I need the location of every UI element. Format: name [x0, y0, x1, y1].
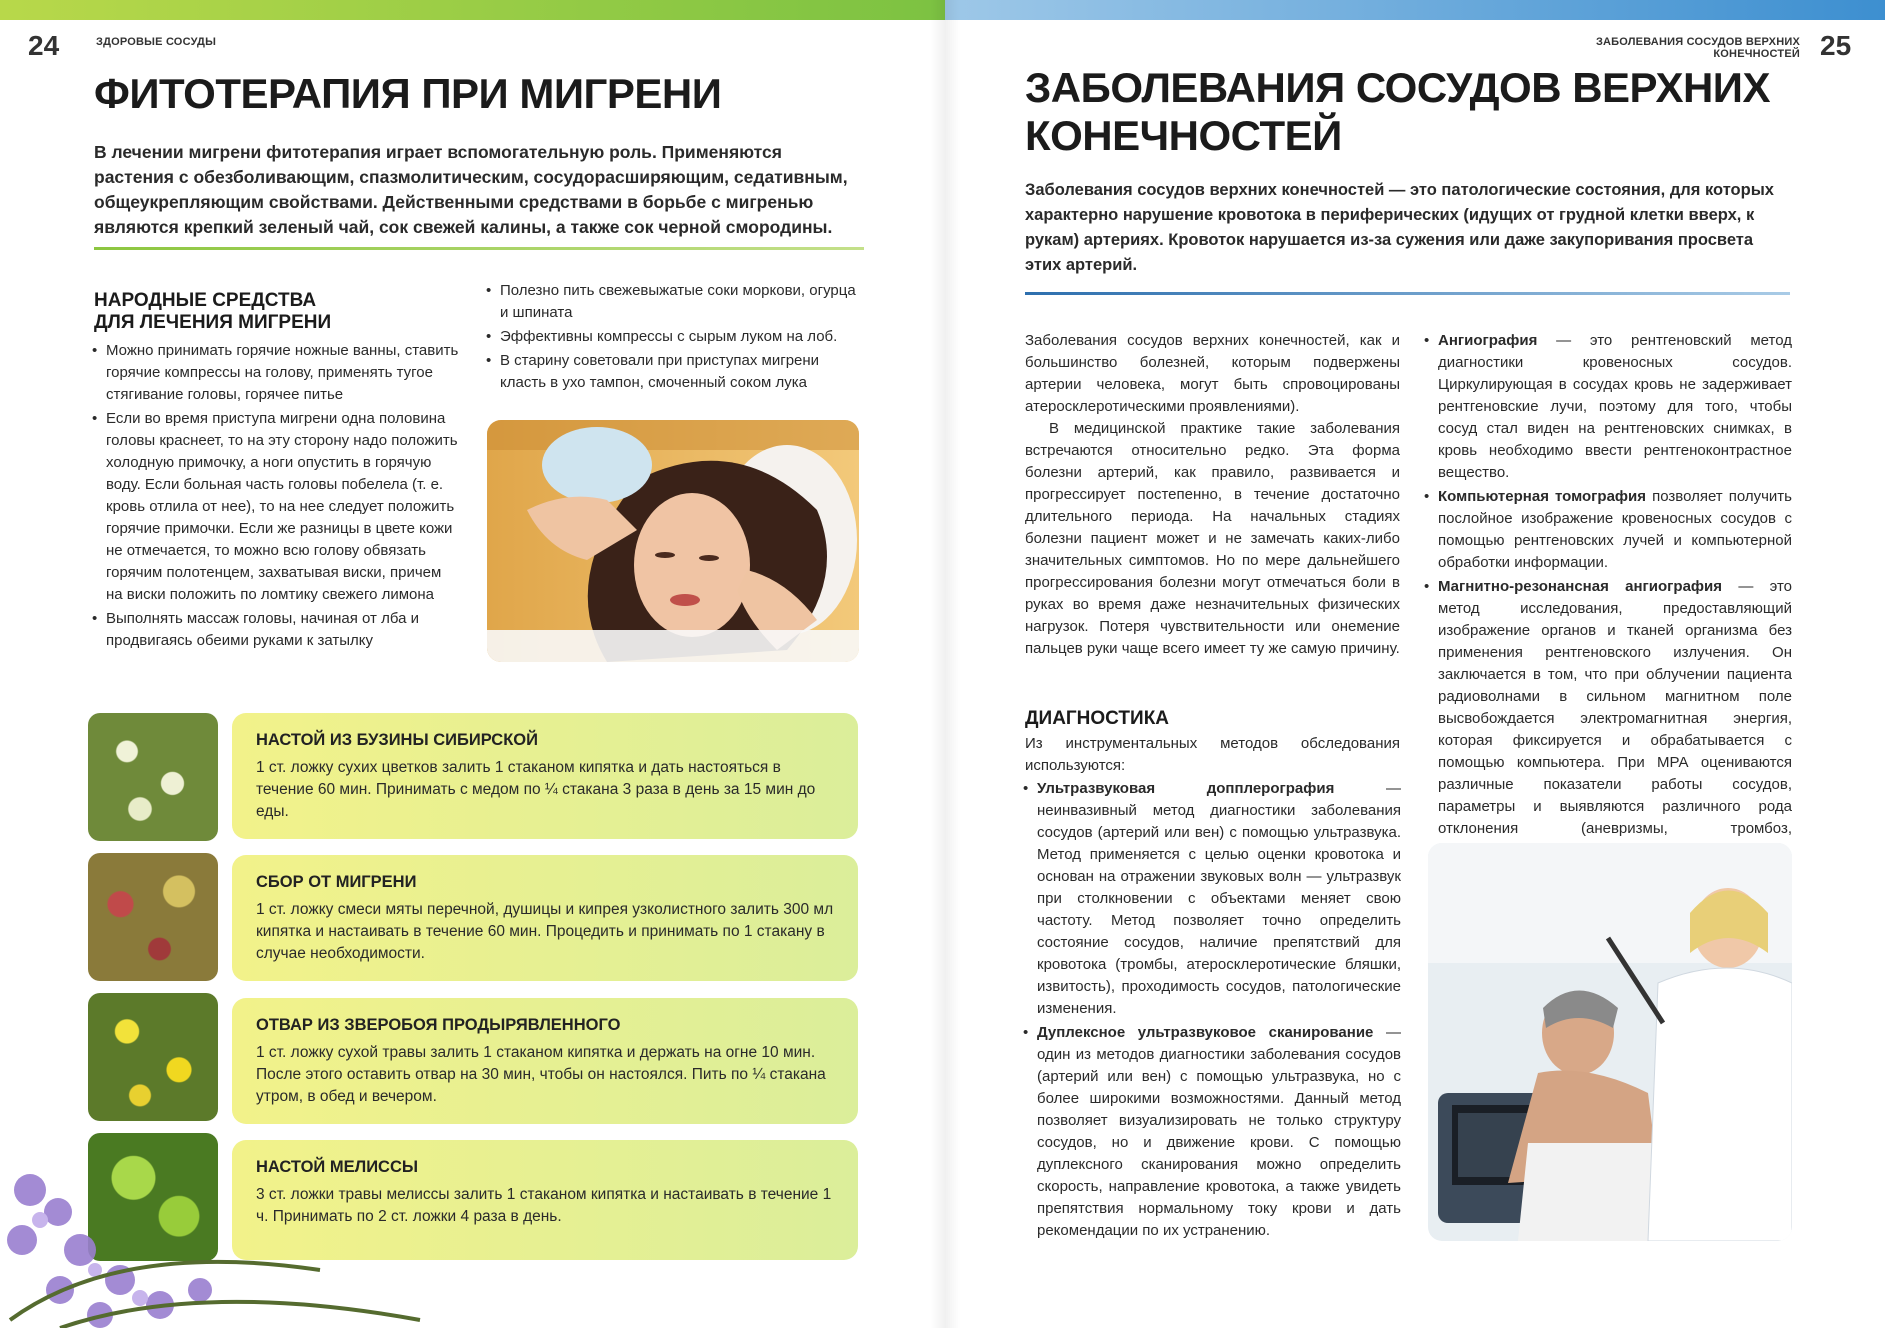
- list-item: • В старину советовали при приступах мигрени класть в ухо тампон, смоченный соком лука: [484, 350, 864, 394]
- recipe-title: НАСТОЙ МЕЛИССЫ: [256, 1158, 419, 1176]
- running-head-right: ЗАБОЛЕВАНИЯ СОСУДОВ ВЕРХНИХ КОНЕЧНОСТЕЙ: [1595, 36, 1800, 60]
- section-heading-diagnostics: ДИАГНОСТИКА: [1025, 708, 1170, 729]
- right-color-bar: [945, 0, 1885, 20]
- list-item: • Если во время приступа мигрени одна половина головы краснеет, то на эту сторону надо положить холодную примочку, а ноги опустить в горячую воду. Если больная часть головы побелела (т. е. кровь отлила от нее), то на нее следует положить горячие примочки. Если же разницы в цвете кожи не отмечается, то можно всю голову обвязать горячим полотенцем, захватывая виски, причем на виски положить по ломтику свежего лимона: [90, 408, 460, 606]
- book-gutter: [930, 0, 960, 1328]
- lilac-flowers-decoration: [0, 1120, 440, 1328]
- ultrasound-exam-photo: [1428, 843, 1792, 1241]
- lead-paragraph-right: Заболевания сосудов верхних конечностей — это патологические состояния, для которых характерно нарушение кровотока в периферических (идущих от грудной клетки вверх, к рукам) артериях. Кровоток нарушается из-за сужения или даже закупоривания просвета этих артерий.: [1025, 181, 1774, 274]
- list-item: • Можно принимать горячие ножные ванны, ставить горячие компрессы на голову, применять тугое стягивание головы, горячее питье: [90, 340, 460, 406]
- migraine-woman-photo: [487, 420, 859, 662]
- recipe-title: ОТВАР ИЗ ЗВЕРОБОЯ ПРОДЫРЯВЛЕННОГО: [256, 1016, 621, 1034]
- list-item: • Дуплексное ультразвуковое сканирование — один из методов диагностики заболевания сосудов (артерий или вен) с помощью ультразвука, но с более широкими возможностями. Данный метод позволяет визуализировать не только структуру сосудов, но и движение крови. С помощью дуплексного сканирования можно определить скорость, направление кровотока, а также увидеть препятствия нормальному току крови и дать рекомендации по их устранению.: [1021, 1022, 1401, 1242]
- recipe-text: 1 ст. ложку сухих цветков залить 1 стаканом кипятка и дать настояться в течение 60 мин. Принимать с медом по ¼ стакана 3 раза в день за 15 мин до еды.: [256, 759, 816, 820]
- body-paragraph: В медицинской практике такие заболевания встречаются относительно редко. Эта форма болезни артерий, как правило, развивается и прогрессирует постепенно, в течение достаточно длительного периода. На начальных стадиях болезни пациент может и не замечать каких-либо значительных симптомов. Но по мере дальнейшего прогрессирования болезни могут отмечаться боли в руках во время даже незначительных физических нагрузок. Потеря чувствительности или онемение пальцев руки чаще всего имеет ту же самую причину.: [1025, 420, 1400, 657]
- section-divider-left: [94, 247, 864, 250]
- remedies-list-left: [90, 340, 460, 654]
- remedies-list-right: [484, 280, 864, 396]
- running-head-left: ЗДОРОВЫЕ СОСУДЫ: [96, 36, 217, 48]
- recipe-card: [232, 998, 858, 1124]
- left-color-bar: [0, 0, 945, 20]
- migraine-woman-illustration: [487, 420, 859, 662]
- body-text-column: [1025, 330, 1400, 660]
- st-johns-wort-image: [88, 993, 218, 1121]
- recipe-title: НАСТОЙ ИЗ БУЗИНЫ СИБИРСКОЙ: [256, 731, 538, 749]
- ultrasound-exam-illustration: [1428, 843, 1792, 1241]
- diagnostics-intro: Из инструментальных методов обследования используются:: [1025, 735, 1400, 774]
- list-item: • Магнитно-резонансная ангиография — это метод исследования, предоставляющий изображение органов и тканей организма без применения рентгеновского излучения. Он заключается в том, что при облучении пациента радиоволнами в сильном магнитном поле высвобождается электромагнитная энергия, которая фиксируется и обрабатывается с помощью компьютера. При МРА оцениваются различные показатели работы сосудов, параметры и выявляются различного рода отклонения (аневризмы, тромбоз,: [1422, 576, 1792, 862]
- list-item: • Эффективны компрессы с сырым луком на лоб.: [484, 326, 864, 348]
- list-item: • Ангиография — это рентгеновский метод диагностики кровеносных сосудов. Циркулирующая в сосудах кровь не задерживает рентгеновские лучи, поэтому для того, чтобы сосуд стал виден на рентгеновских снимках, в кровь необходимо ввести рентгеноконтрастное вещество.: [1422, 330, 1792, 484]
- body-paragraph: Заболевания сосудов верхних конечностей, как и большинство болезней, которым подвержены артерии человека, могут быть спровоцированы атеросклеротическими проявлениями).: [1025, 332, 1400, 415]
- page-title-left: ФИТОТЕРАПИЯ ПРИ МИГРЕНИ: [94, 70, 722, 117]
- diagnostics-list-right: [1422, 330, 1792, 864]
- diagnostics-list-left: [1021, 778, 1401, 1244]
- page-number-left: 24: [28, 30, 60, 61]
- list-item: • Ультразвуковая допплерография — неинвазивный метод диагностики заболевания сосудов (артерий или вен) с помощью ультразвука. Метод применяется с целью оценки кровотока и основан на отражении звуковых волн — ультразвук при столкновении с объектами меняет свою частоту. Метод позволяет точно определить состояние сосудов, наличие препятствий для кровотока (тромбы, атеросклеротические бляшки, извитость), проходимость сосудов, патологические изменения.: [1021, 778, 1401, 1020]
- recipe-text: 1 ст. ложку смеси мяты перечной, душицы и кипрея узколистного залить 300 мл кипятка и настаивать в течение 60 мин. Процедить и принимать по 1 стакану в случае необходимости.: [256, 901, 834, 962]
- recipe-card: [232, 855, 858, 981]
- elderberry-image: [88, 713, 218, 841]
- recipe-text: 3 ст. ложки травы мелиссы залить 1 стаканом кипятка и настаивать в течение 1 ч. Принимать по 2 ст. ложки 4 раза в день.: [256, 1186, 832, 1225]
- recipe-title: СБОР ОТ МИГРЕНИ: [256, 873, 417, 891]
- recipe-card: [232, 713, 858, 839]
- herbal-mix-image: [88, 853, 218, 981]
- section-heading-remedies: НАРОДНЫЕ СРЕДСТВА ДЛЯ ЛЕЧЕНИЯ МИГРЕНИ: [94, 290, 332, 333]
- list-item: • Выполнять массаж головы, начиная от лба и продвигаясь обеими руками к затылку: [90, 608, 460, 652]
- list-item: • Компьютерная томография позволяет получить послойное изображение кровеносных сосудов с помощью рентгеновских лучей и компьютерной обработки информации.: [1422, 486, 1792, 574]
- page-number-right: 25: [1820, 30, 1852, 61]
- list-item: • Полезно пить свежевыжатые соки моркови, огурца и шпината: [484, 280, 864, 324]
- lead-paragraph-left: В лечении мигрени фитотерапия играет вспомогательную роль. Применяются растения с обезболивающим, спазмолитическим, сосудорасширяющим, седативным, общеукрепляющим свойствами. Действенными средствами в борьбе с мигренью являются крепкий зеленый чай, сок свежей калины, а также сок черной смородины.: [94, 142, 848, 237]
- section-divider-right: [1025, 292, 1790, 295]
- page-title-right: ЗАБОЛЕВАНИЯ СОСУДОВ ВЕРХНИХ КОНЕЧНОСТЕЙ: [1025, 64, 1771, 159]
- recipe-text: 1 ст. ложку сухой травы залить 1 стаканом кипятка и держать на огне 10 мин. После этого оставить отвар на 30 мин, чтобы он настоялся. Пить по ¼ стакана утром, в обед и вечером.: [256, 1044, 826, 1105]
